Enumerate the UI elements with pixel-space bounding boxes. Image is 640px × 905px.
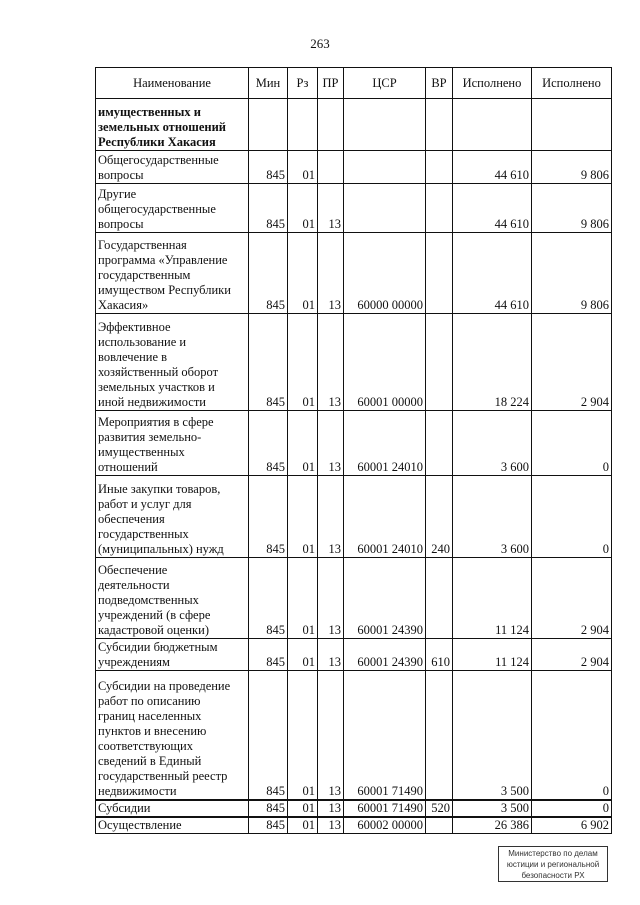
row-pr: 13 <box>318 184 344 233</box>
row-csr: 60000 00000 <box>344 233 426 314</box>
row-csr <box>344 184 426 233</box>
row-rz: 01 <box>288 800 318 817</box>
row-rz: 01 <box>288 671 318 800</box>
row-rz: 01 <box>288 314 318 411</box>
row-rz: 01 <box>288 558 318 639</box>
row-ispolneno-1: 3 600 <box>453 411 532 476</box>
row-pr: 13 <box>318 233 344 314</box>
table-row <box>96 476 612 558</box>
row-pr <box>318 151 344 184</box>
row-csr: 60001 24010 <box>344 476 426 558</box>
row-min: 845 <box>249 558 288 639</box>
header-pr: ПР <box>318 68 344 99</box>
row-ispolneno-1: 3 600 <box>453 476 532 558</box>
row-ispolneno-1: 44 610 <box>453 184 532 233</box>
page-number: 263 <box>310 36 330 51</box>
header-min: Мин <box>249 68 288 99</box>
row-rz: 01 <box>288 476 318 558</box>
row-pr: 13 <box>318 476 344 558</box>
table-row <box>96 817 612 834</box>
row-pr: 13 <box>318 314 344 411</box>
table-row <box>96 411 612 476</box>
row-name: Иные закупки товаров, работ и услуг для обеспечения государственных (муниципальных) нужд <box>96 476 249 558</box>
row-name: Мероприятия в сфере развития земельно- имущественных отношений <box>96 411 249 476</box>
header-csr: ЦСР <box>344 68 426 99</box>
row-vr <box>426 671 453 800</box>
row-name: Субсидии бюджетным учреждениям <box>96 639 249 671</box>
row-min: 845 <box>249 476 288 558</box>
row-ispolneno-2: 9 806 <box>532 151 612 184</box>
row-ispolneno-2: 2 904 <box>532 639 612 671</box>
row-rz: 01 <box>288 817 318 834</box>
stamp-line: безопасности РХ <box>521 871 585 880</box>
row-vr <box>426 558 453 639</box>
row-rz: 01 <box>288 184 318 233</box>
row-pr: 13 <box>318 817 344 834</box>
stamp-line: Министерство по делам <box>508 849 598 858</box>
row-ispolneno-2: 2 904 <box>532 558 612 639</box>
row-min: 845 <box>249 151 288 184</box>
row-csr: 60002 00000 <box>344 817 426 834</box>
row-name: Субсидии на проведение работ по описанию границ населенных пунктов и внесению соответствующих сведений в Единый государственный реестр недвижимости <box>96 671 249 800</box>
row-rz: 01 <box>288 151 318 184</box>
ministry-stamp <box>498 846 608 882</box>
row-pr: 13 <box>318 671 344 800</box>
row-ispolneno-1: 18 224 <box>453 314 532 411</box>
table-row <box>96 671 612 800</box>
row-ispolneno-1: 44 610 <box>453 151 532 184</box>
row-vr <box>426 817 453 834</box>
table-row <box>96 639 612 671</box>
row-ispolneno-2: 0 <box>532 800 612 817</box>
table-row <box>96 558 612 639</box>
stamp-line: юстиции и региональной <box>506 860 600 869</box>
row-csr <box>344 99 426 151</box>
table-row <box>96 151 612 184</box>
row-ispolneno-2: 0 <box>532 671 612 800</box>
row-name: Субсидии <box>96 800 249 817</box>
table-row <box>96 233 612 314</box>
row-name: Государственная программа «Управление государственным имуществом Республики Хакасия» <box>96 233 249 314</box>
row-min <box>249 99 288 151</box>
row-ispolneno-1: 26 386 <box>453 817 532 834</box>
header-rz: Рз <box>288 68 318 99</box>
row-pr: 13 <box>318 558 344 639</box>
row-rz: 01 <box>288 411 318 476</box>
row-csr: 60001 24390 <box>344 558 426 639</box>
row-vr <box>426 411 453 476</box>
table-row <box>96 184 612 233</box>
row-min: 845 <box>249 314 288 411</box>
row-name: имущественных и земельных отношений Республики Хакасия <box>96 99 249 151</box>
budget-table <box>95 67 612 834</box>
row-vr <box>426 233 453 314</box>
table-row <box>96 99 612 151</box>
row-pr: 13 <box>318 800 344 817</box>
row-csr: 60001 00000 <box>344 314 426 411</box>
row-name: Общегосударственные вопросы <box>96 151 249 184</box>
row-vr <box>426 151 453 184</box>
row-vr <box>426 99 453 151</box>
row-min: 845 <box>249 800 288 817</box>
row-min: 845 <box>249 817 288 834</box>
row-name: Обеспечение деятельности подведомственных учреждений (в сфере кадастровой оценки) <box>96 558 249 639</box>
row-ispolneno-1: 3 500 <box>453 800 532 817</box>
row-rz: 01 <box>288 233 318 314</box>
row-ispolneno-2 <box>532 99 612 151</box>
row-min: 845 <box>249 184 288 233</box>
row-ispolneno-1 <box>453 99 532 151</box>
row-vr: 520 <box>426 800 453 817</box>
row-vr <box>426 314 453 411</box>
row-ispolneno-2: 9 806 <box>532 233 612 314</box>
row-ispolneno-2: 0 <box>532 476 612 558</box>
row-vr: 610 <box>426 639 453 671</box>
row-ispolneno-1: 11 124 <box>453 558 532 639</box>
row-csr: 60001 24390 <box>344 639 426 671</box>
row-ispolneno-2: 9 806 <box>532 184 612 233</box>
row-name: Осуществление <box>96 817 249 834</box>
row-min: 845 <box>249 671 288 800</box>
table-row <box>96 314 612 411</box>
row-ispolneno-2: 6 902 <box>532 817 612 834</box>
row-rz <box>288 99 318 151</box>
row-csr: 60001 71490 <box>344 800 426 817</box>
header-name: Наименование <box>96 68 249 99</box>
row-name: Эффективное использование и вовлечение в хозяйственный оборот земельных участков и иной недвижимости <box>96 314 249 411</box>
table-header-row <box>96 68 612 99</box>
row-ispolneno-2: 0 <box>532 411 612 476</box>
row-ispolneno-2: 2 904 <box>532 314 612 411</box>
row-ispolneno-1: 44 610 <box>453 233 532 314</box>
header-ispolneno-2: Исполнено <box>532 68 612 99</box>
row-vr <box>426 184 453 233</box>
row-vr: 240 <box>426 476 453 558</box>
row-min: 845 <box>249 233 288 314</box>
row-csr: 60001 24010 <box>344 411 426 476</box>
table-row <box>96 800 612 817</box>
row-min: 845 <box>249 639 288 671</box>
header-ispolneno-1: Исполнено <box>453 68 532 99</box>
row-csr <box>344 151 426 184</box>
row-min: 845 <box>249 411 288 476</box>
row-ispolneno-1: 11 124 <box>453 639 532 671</box>
row-pr: 13 <box>318 411 344 476</box>
row-pr: 13 <box>318 639 344 671</box>
row-ispolneno-1: 3 500 <box>453 671 532 800</box>
row-rz: 01 <box>288 639 318 671</box>
row-pr <box>318 99 344 151</box>
row-name: Другие общегосударственные вопросы <box>96 184 249 233</box>
header-vr: ВР <box>426 68 453 99</box>
row-csr: 60001 71490 <box>344 671 426 800</box>
